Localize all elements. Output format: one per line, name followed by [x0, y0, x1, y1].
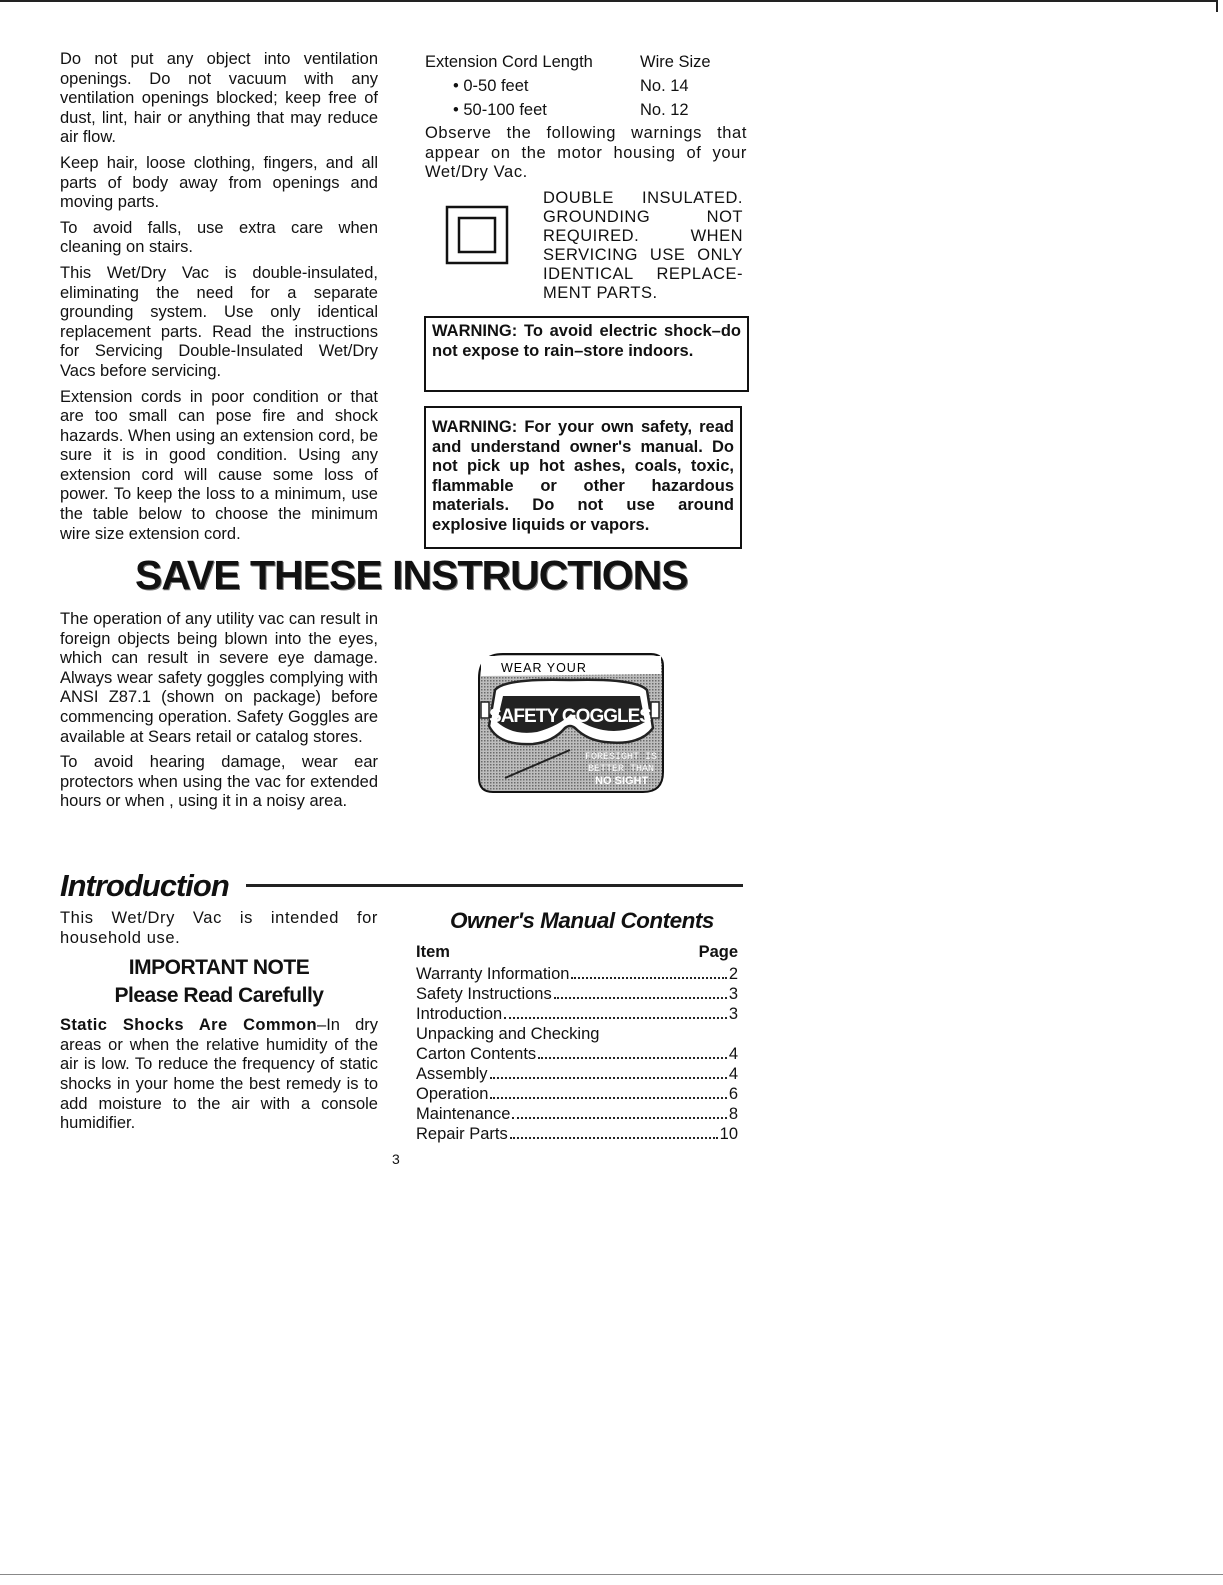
- safety-goggles-badge: [475, 650, 665, 795]
- badge-slogan-line: NO SIGHT: [595, 775, 649, 787]
- contents-row: [416, 1064, 738, 1084]
- wire-size-header: Wire Size: [640, 53, 711, 71]
- contents-label: Introduction: [416, 1005, 503, 1023]
- contents-row: [416, 1044, 738, 1064]
- double-insulated-text: [543, 189, 743, 303]
- dot-leader: [490, 1084, 726, 1099]
- contents-row: [416, 1024, 738, 1044]
- contents-page: 3: [728, 1005, 738, 1023]
- contents-row: [416, 1124, 738, 1144]
- double-insulated-square-icon: [445, 205, 509, 265]
- save-instructions-heading: SAVE THESE INSTRUCTIONS: [135, 552, 688, 598]
- please-read-subheading: Please Read Carefully: [114, 984, 324, 1008]
- contents-page: 3: [728, 985, 738, 1003]
- top-border-rule: [0, 0, 1218, 2]
- ventilation-paragraph: Do not put any object into ventilation openings. Do not vacuum with any ventilation openings blocked; keep free of dust, lint, hair or anything that may reduce air flow.: [60, 50, 378, 147]
- di-line: SERVICING USE ONLY: [543, 245, 743, 264]
- wire-size-cell: No. 12: [640, 101, 689, 119]
- contents-row: [416, 964, 738, 984]
- contents-page: 6: [728, 1085, 738, 1103]
- motor-housing-intro: Observe the following warnings that appear on the motor housing of your Wet/Dry Vac.: [425, 124, 747, 182]
- contents-label: Repair Parts: [416, 1125, 508, 1143]
- contents-row: [416, 1004, 738, 1024]
- double-insulated-notice: [425, 189, 747, 301]
- static-shock-body: –In dry areas or when the relative humidity of the air is low. To reduce the frequency of static shocks in your home the best remedy is to add moisture to the air with a console humidifier.: [60, 1016, 379, 1133]
- contents-page: 2: [728, 965, 738, 983]
- cord-and-warnings-column: [425, 50, 747, 301]
- extension-cord-table: [425, 50, 735, 122]
- dot-leader: [504, 1004, 727, 1019]
- cord-table-header: [425, 50, 735, 74]
- contents-label: Operation: [416, 1085, 489, 1103]
- contents-page: 4: [728, 1045, 738, 1063]
- contents-page: 10: [719, 1125, 738, 1143]
- dot-leader: [538, 1044, 727, 1059]
- introduction-heading: Introduction: [60, 868, 229, 903]
- safety-goggles-paragraph: The operation of any utility vac can result in foreign objects being blown into the eyes, which can result in severe eye damage. Always wear safety goggles complying with ANSI Z87.1 (shown on package) before commencing operation. Safety Goggles are available at Sears retail or catalog stores.: [60, 610, 378, 746]
- dot-leader: [554, 984, 727, 999]
- dot-leader: [490, 1064, 727, 1079]
- wire-size-cell: No. 14: [640, 77, 689, 95]
- dot-leader: [571, 964, 726, 979]
- cord-length-header: Extension Cord Length: [425, 53, 593, 71]
- contents-page: 4: [728, 1065, 738, 1083]
- cord-table-row: [425, 74, 735, 98]
- bottom-border-rule: [0, 1574, 1223, 1575]
- di-line: DOUBLE INSULATED.: [543, 188, 743, 207]
- important-note-heading: IMPORTANT NOTE: [128, 956, 310, 980]
- intended-use-paragraph: This Wet/Dry Vac is intended for household use.: [60, 909, 378, 947]
- contents-label: Maintenance: [416, 1105, 511, 1123]
- contents-label: Warranty Information: [416, 965, 570, 983]
- extension-cord-paragraph: Extension cords in poor condition or that are too small can pose fire and shock hazards. When using an extension cord, be sure it is in good condition. Using any extension cord will cause some loss of power. To keep the loss to a minimum, use the table below to choose the minimum wire size extension cord.: [60, 387, 378, 543]
- contents-row: [416, 984, 738, 1004]
- item-column-header: Item: [416, 943, 450, 961]
- introduction-column: [60, 909, 378, 1140]
- di-line: GROUNDING NOT: [543, 207, 743, 226]
- contents-page: 8: [728, 1105, 738, 1123]
- badge-safety-goggles-text: SAFETY GOGGLES: [489, 706, 651, 727]
- contents-header: [416, 940, 738, 964]
- owners-manual-contents: [416, 906, 738, 1144]
- safety-read-manual-warning-box: WARNING: For your own safety, read and understand owner's manual. Do not pick up hot ashes, coals, toxic, flammable or other hazardous materials. Do not use around explosive liquids or vapors.: [424, 406, 742, 549]
- contents-label: Carton Contents: [416, 1045, 537, 1063]
- badge-slogan-line: FORESIGHT IS: [585, 752, 658, 763]
- double-insulated-paragraph: This Wet/Dry Vac is double-insulated, eliminating the need for a separate grounding system. Use only identical replacement parts. Read the instructions for Servicing Double-Insulated Wet/Dry Vacs before servicing.: [60, 263, 378, 380]
- corner-tick: [1216, 0, 1218, 12]
- safety-text-column: [60, 50, 378, 550]
- dot-leader: [510, 1124, 718, 1139]
- introduction-rule: [246, 884, 743, 887]
- page-number: 3: [392, 1151, 400, 1167]
- contents-row: [416, 1084, 738, 1104]
- badge-top-text: WEAR YOUR: [501, 661, 587, 675]
- cord-length-cell: • 0-50 feet: [453, 77, 529, 95]
- dot-leader: [512, 1104, 726, 1119]
- contents-title: Owner's Manual Contents: [450, 908, 714, 933]
- stairs-paragraph: To avoid falls, use extra care when cleaning on stairs.: [60, 218, 378, 257]
- contents-row: [416, 1104, 738, 1124]
- loose-clothing-paragraph: Keep hair, loose clothing, fingers, and all parts of body away from openings and moving parts.: [60, 153, 378, 212]
- static-shock-lead: Static Shocks Are Common: [60, 1016, 318, 1035]
- di-line: IDENTICAL REPLACE-: [543, 264, 743, 283]
- eye-ear-protection-column: [60, 610, 378, 818]
- di-line: REQUIRED. WHEN: [543, 226, 743, 245]
- di-line: MENT PARTS.: [543, 283, 658, 302]
- contents-label: Unpacking and Checking: [416, 1025, 600, 1043]
- contents-label: Safety Instructions: [416, 985, 552, 1003]
- electric-shock-warning-box: WARNING: To avoid electric shock–do not expose to rain–store indoors.: [424, 316, 749, 392]
- cord-table-row: [425, 98, 735, 122]
- hearing-protection-paragraph: To avoid hearing damage, wear ear protectors when using the vac for extended hours or when , using it in a noisy area.: [60, 753, 378, 811]
- static-shock-paragraph: [60, 1016, 378, 1134]
- page-column-header: Page: [698, 943, 738, 961]
- contents-label: Assembly: [416, 1065, 488, 1083]
- cord-length-cell: • 50-100 feet: [453, 101, 547, 119]
- badge-slogan-line: BETTER THAN: [588, 764, 655, 775]
